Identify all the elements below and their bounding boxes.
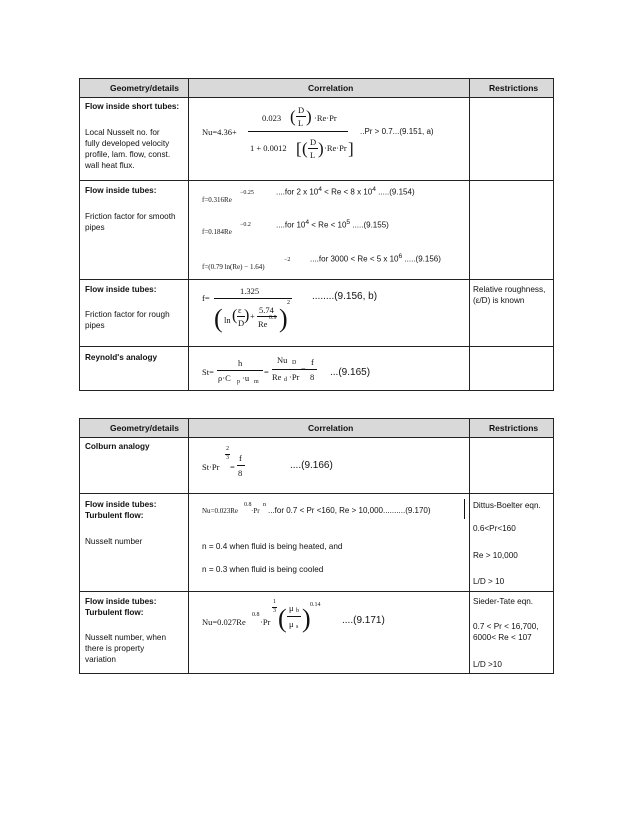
restriction-line: Dittus-Boelter eqn.: [473, 501, 541, 510]
row-title: Flow inside tubes:: [85, 186, 157, 195]
row-title: Reynold's analogy: [85, 353, 158, 362]
nu-prefix: Nu=4.36+: [202, 127, 237, 137]
restriction-line: L/D >10: [473, 660, 502, 669]
eq-ref-9171: ....(9.171): [342, 615, 385, 626]
eq-ref-9165: ...(9.165): [330, 367, 371, 378]
cond-9154: ....for 2 x $10^4 < Re < 8$ x $10^4$ .....(9.154): [276, 186, 415, 197]
fraction-d: D: [298, 105, 305, 115]
restriction-line: Sieder-Tate eqn.: [473, 597, 534, 606]
n-heated-note: n = 0.4 when fluid is being heated, and: [202, 542, 343, 551]
row-desc-line: Local Nusselt no. for: [85, 128, 160, 137]
fraction-d: D: [310, 137, 317, 147]
row-title: Flow inside short tubes:: [85, 102, 180, 111]
row-desc-line: fully developed velocity: [85, 139, 170, 148]
row-subtitle: Turbulent flow:: [85, 511, 144, 520]
eq-9171: Nu=0.027Re: [202, 617, 246, 627]
num-coef: 0.023: [262, 113, 282, 123]
row-title: Flow inside tubes:: [85, 597, 157, 606]
eq-9154: f=0.316Re: [202, 196, 232, 204]
eq-ref-9156b: ........(9.156, b): [312, 291, 378, 302]
eq-9170: Nu=0.023Re: [202, 507, 239, 515]
f-prefix: f=: [202, 293, 210, 303]
re-pr-term: ·Re·Pr: [324, 143, 347, 153]
header-correlation: Correlation: [308, 83, 354, 93]
table-1-header: [80, 79, 553, 98]
table-1: Geometry/details Correlation Restrictions Flow inside short tubes: Local Nusselt no. for fully developed velocity profile, lam. flow, const. wall heat flux. Nu=4.36+ 0.023 ( D L ) ·Re·Pr 1 + 0.0012 [ ( D L ) ·Re·Pr ] ..Pr > 0.7...(9.151, a) Flow inside tubes: Friction factor for smooth pipes f=0.316Re −0.25 ....for 2 x $10^4 < Re < 8$ x $10^4$ .....(9.154) f=0.184Re −0.2 ....for $10^4 < Re < 10^5$ .....(9.155) f=(0.79 ln(Re) − 1.64) −2 ....for 3000 < Re < 5 x $10^6$ .....(9.156) Flow inside tubes: Friction factor for rough pipes f= 1.325 ( ln ( ε D ) + 5.74 Re 0.9 ) 2 ........(9.156, b) Relative roughness, (ε/D) is known Reynold's analogy St= h ρ·C p ·u m = Nu D Re d ·Pr = f 8 ...(9.165): [79, 78, 554, 391]
row-desc-line: there is property: [85, 644, 145, 653]
header-restrictions: Restrictions: [489, 83, 539, 93]
row-desc-line: variation: [85, 655, 116, 664]
row-desc-line: Nusselt number, when: [85, 633, 167, 642]
row-desc-line: Friction factor for smooth: [85, 212, 176, 221]
cond-9156: ....for 3000 < Re < 5 x $10^6$ .....(9.156): [310, 253, 441, 264]
header-restrictions: Restrictions: [489, 423, 539, 433]
header-geometry: Geometry/details: [110, 423, 179, 433]
re-pr-term: ·Re·Pr: [314, 113, 337, 123]
cond-9170: ...for 0.7 < Pr <160, Re > 10,000..........(9.170): [268, 506, 431, 515]
row-desc-line: profile, lam. flow, const.: [85, 150, 171, 159]
denominator-prefix: 1 + 0.0012: [250, 143, 287, 153]
eq-9155: f=0.184Re: [202, 228, 232, 236]
row-title: Colburn analogy: [85, 442, 150, 451]
fraction-l: L: [298, 118, 304, 128]
restriction-line: (ε/D) is known: [473, 296, 525, 305]
restriction-line: Relative roughness,: [473, 285, 546, 294]
table-2-header: [80, 419, 553, 438]
restriction-line: 0.6<Pr<160: [473, 524, 516, 533]
restriction-line: 6000< Re < 107: [473, 633, 532, 642]
restriction-line: 0.7 < Pr < 16,700,: [473, 622, 539, 631]
row-desc-line: pipes: [85, 223, 105, 232]
row-title: Flow inside tubes:: [85, 285, 157, 294]
table-2: Geometry/details Correlation Restrictions Colburn analogy 2 3 St·Pr = f 8 ....(9.166) Flow inside tubes: Turbulent flow: Nusselt number Nu=0.023Re 0.8 ·Pr n ...for 0.7 < Pr <160, Re > 10,000..........(9.170) n = 0.4 when fluid is being heated, and n = 0.3 when fluid is being cooled Dittus-Boelter eqn. 0.6<Pr<160 Re > 10,000 L/D > 10 Flow inside tubes: Turbulent flow: Nusselt number, when there is property variation Nu=0.027Re 0.8 ·Pr 1 3 ( μ b μ s ) 0.14 ....(9.171) Sieder-Tate eqn. 0.7 < Pr < 16,700, 6000< Re < 107 L/D >10: [79, 418, 554, 674]
restriction-line: L/D > 10: [473, 577, 505, 586]
row-title: Flow inside tubes:: [85, 500, 157, 509]
eq-ref-9166: ....(9.166): [290, 460, 333, 471]
row-desc-line: pipes: [85, 321, 105, 330]
row-desc: Nusselt number: [85, 537, 143, 546]
numerator: 1.325: [240, 286, 260, 296]
eq-note-9151a: ..Pr > 0.7...(9.151, a): [360, 127, 434, 136]
header-correlation: Correlation: [308, 423, 354, 433]
restriction-line: Re > 10,000: [473, 551, 518, 560]
cond-9155: ....for $10^4 < Re < 10^5$ .....(9.155): [276, 219, 389, 230]
row-desc-line: wall heat flux.: [85, 161, 135, 170]
header-geometry: Geometry/details: [110, 83, 179, 93]
row-desc-line: Friction factor for rough: [85, 310, 170, 319]
fraction-l: L: [310, 150, 316, 160]
n-cooled-note: n = 0.3 when fluid is being cooled: [202, 565, 324, 574]
eq-9156: f=(0.79 ln(Re) − 1.64): [202, 263, 265, 271]
row-subtitle: Turbulent flow:: [85, 608, 144, 617]
